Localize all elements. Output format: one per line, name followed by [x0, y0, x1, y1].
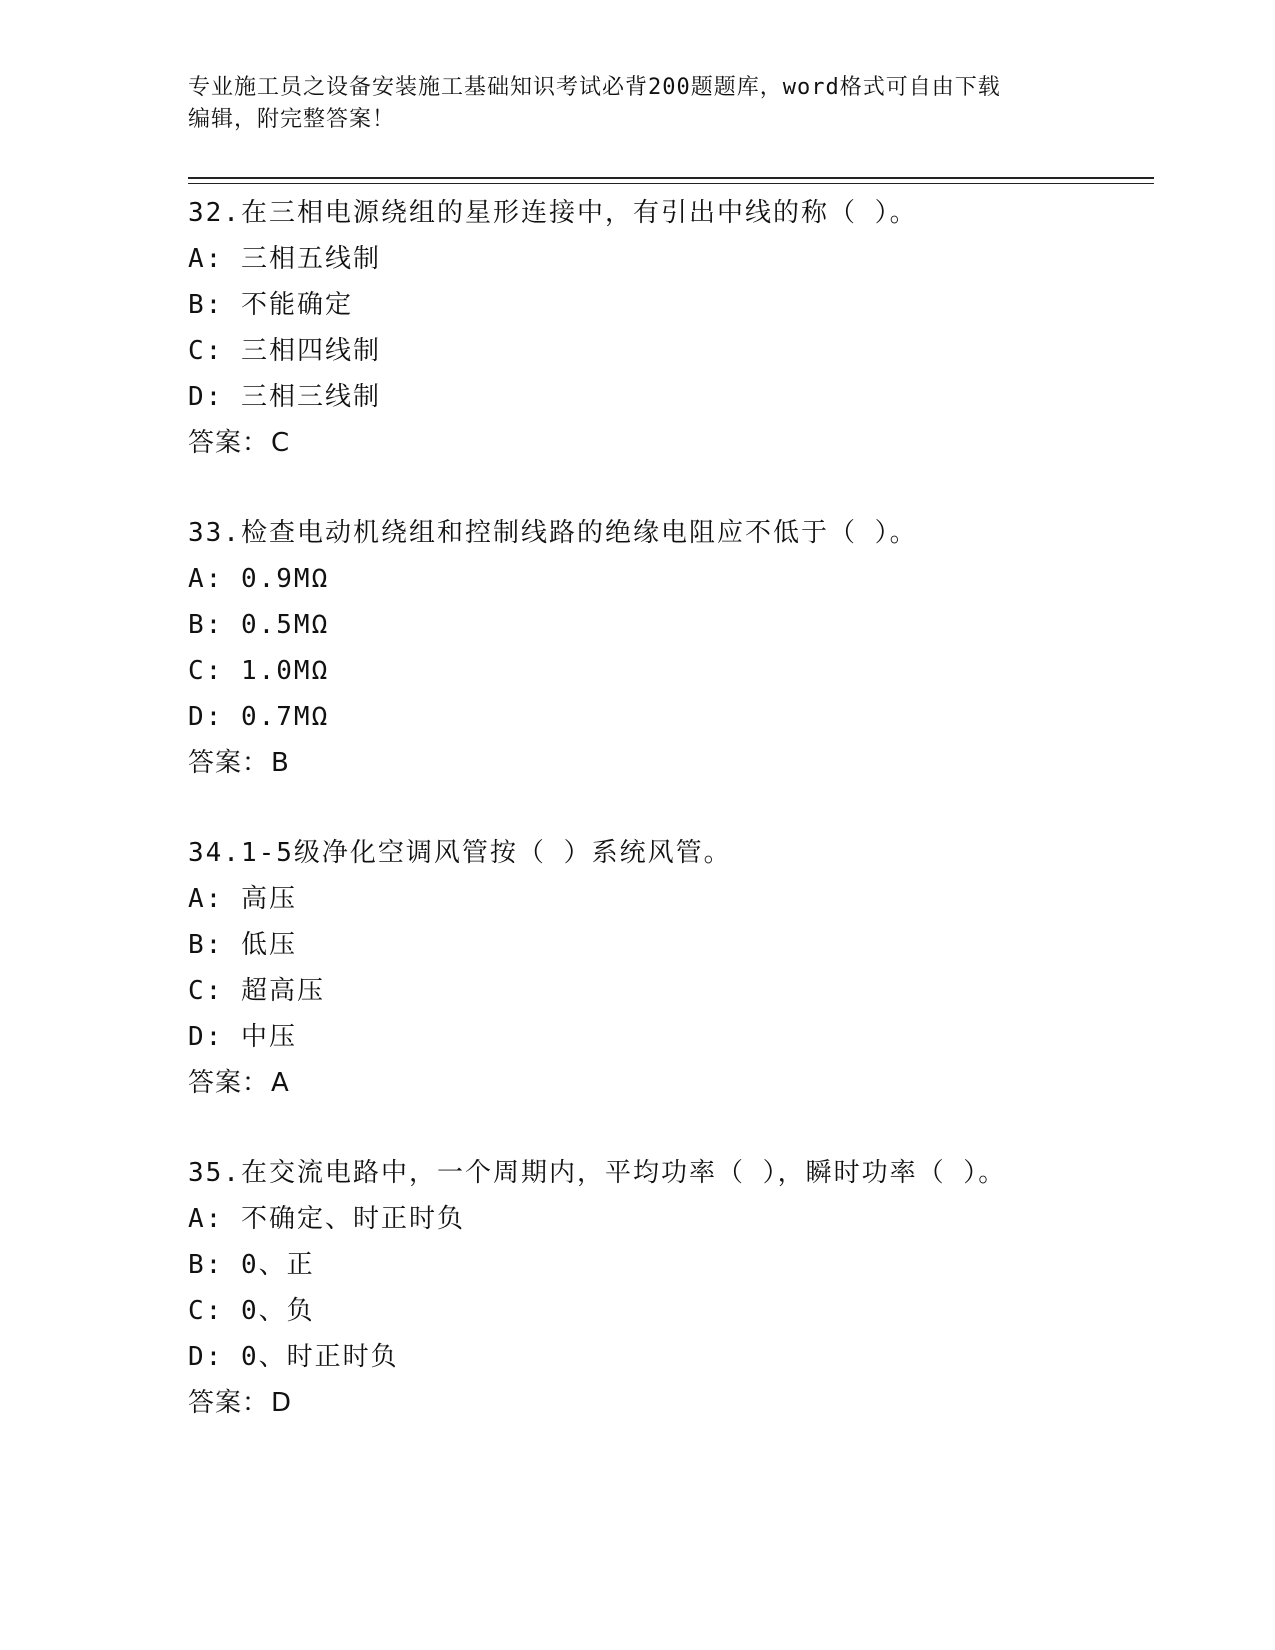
header-line-2: 编辑，附完整答案！: [188, 107, 396, 132]
option-a: A: 三相五线制: [188, 244, 381, 274]
option-b: B: 低压: [188, 930, 297, 960]
answer-line: [188, 1060, 1148, 1106]
answer-label: 答案：: [188, 748, 270, 778]
question-stem: 34.1-5级净化空调风管按（ ）系统风管。: [188, 838, 732, 868]
question-stem: 32.在三相电源绕组的星形连接中，有引出中线的称（ ）。: [188, 198, 918, 228]
answer-label: 答案：: [188, 428, 270, 458]
answer-value: C: [271, 428, 291, 458]
option-d: D: 三相三线制: [188, 382, 381, 412]
option-c: C: 0、负: [188, 1296, 315, 1326]
option-c: C: 三相四线制: [188, 336, 381, 366]
question-block: [188, 190, 1148, 466]
answer-label: 答案：: [188, 1388, 270, 1418]
document-header: [188, 72, 1088, 136]
answer-value: D: [271, 1388, 293, 1418]
option-a: A: 0.9MΩ: [188, 564, 330, 594]
question-stem: 33.检查电动机绕组和控制线路的绝缘电阻应不低于（ ）。: [188, 518, 918, 548]
option-d: D: 0、时正时负: [188, 1342, 399, 1372]
question-stem: 35.在交流电路中，一个周期内，平均功率（ ），瞬时功率（ ）。: [188, 1158, 1007, 1188]
question-block: [188, 1150, 1148, 1426]
option-b: B: 不能确定: [188, 290, 353, 320]
option-a: A: 不确定、时正时负: [188, 1204, 465, 1234]
option-c: C: 1.0MΩ: [188, 656, 330, 686]
answer-value: A: [271, 1068, 290, 1098]
question-block: [188, 510, 1148, 786]
answer-line: [188, 420, 1148, 466]
header-divider-thin: [188, 183, 1154, 184]
answer-line: [188, 1380, 1148, 1426]
option-c: C: 超高压: [188, 976, 325, 1006]
answer-label: 答案：: [188, 1068, 270, 1098]
option-d: D: 中压: [188, 1022, 297, 1052]
header-divider-thick: [188, 177, 1154, 179]
option-d: D: 0.7MΩ: [188, 702, 330, 732]
header-line-1: 专业施工员之设备安装施工基础知识考试必背200题题库，word格式可自由下载: [188, 75, 1001, 100]
answer-line: [188, 740, 1148, 786]
option-a: A: 高压: [188, 884, 297, 914]
answer-value: B: [271, 748, 290, 778]
option-b: B: 0.5MΩ: [188, 610, 330, 640]
question-block: [188, 830, 1148, 1106]
option-b: B: 0、正: [188, 1250, 315, 1280]
